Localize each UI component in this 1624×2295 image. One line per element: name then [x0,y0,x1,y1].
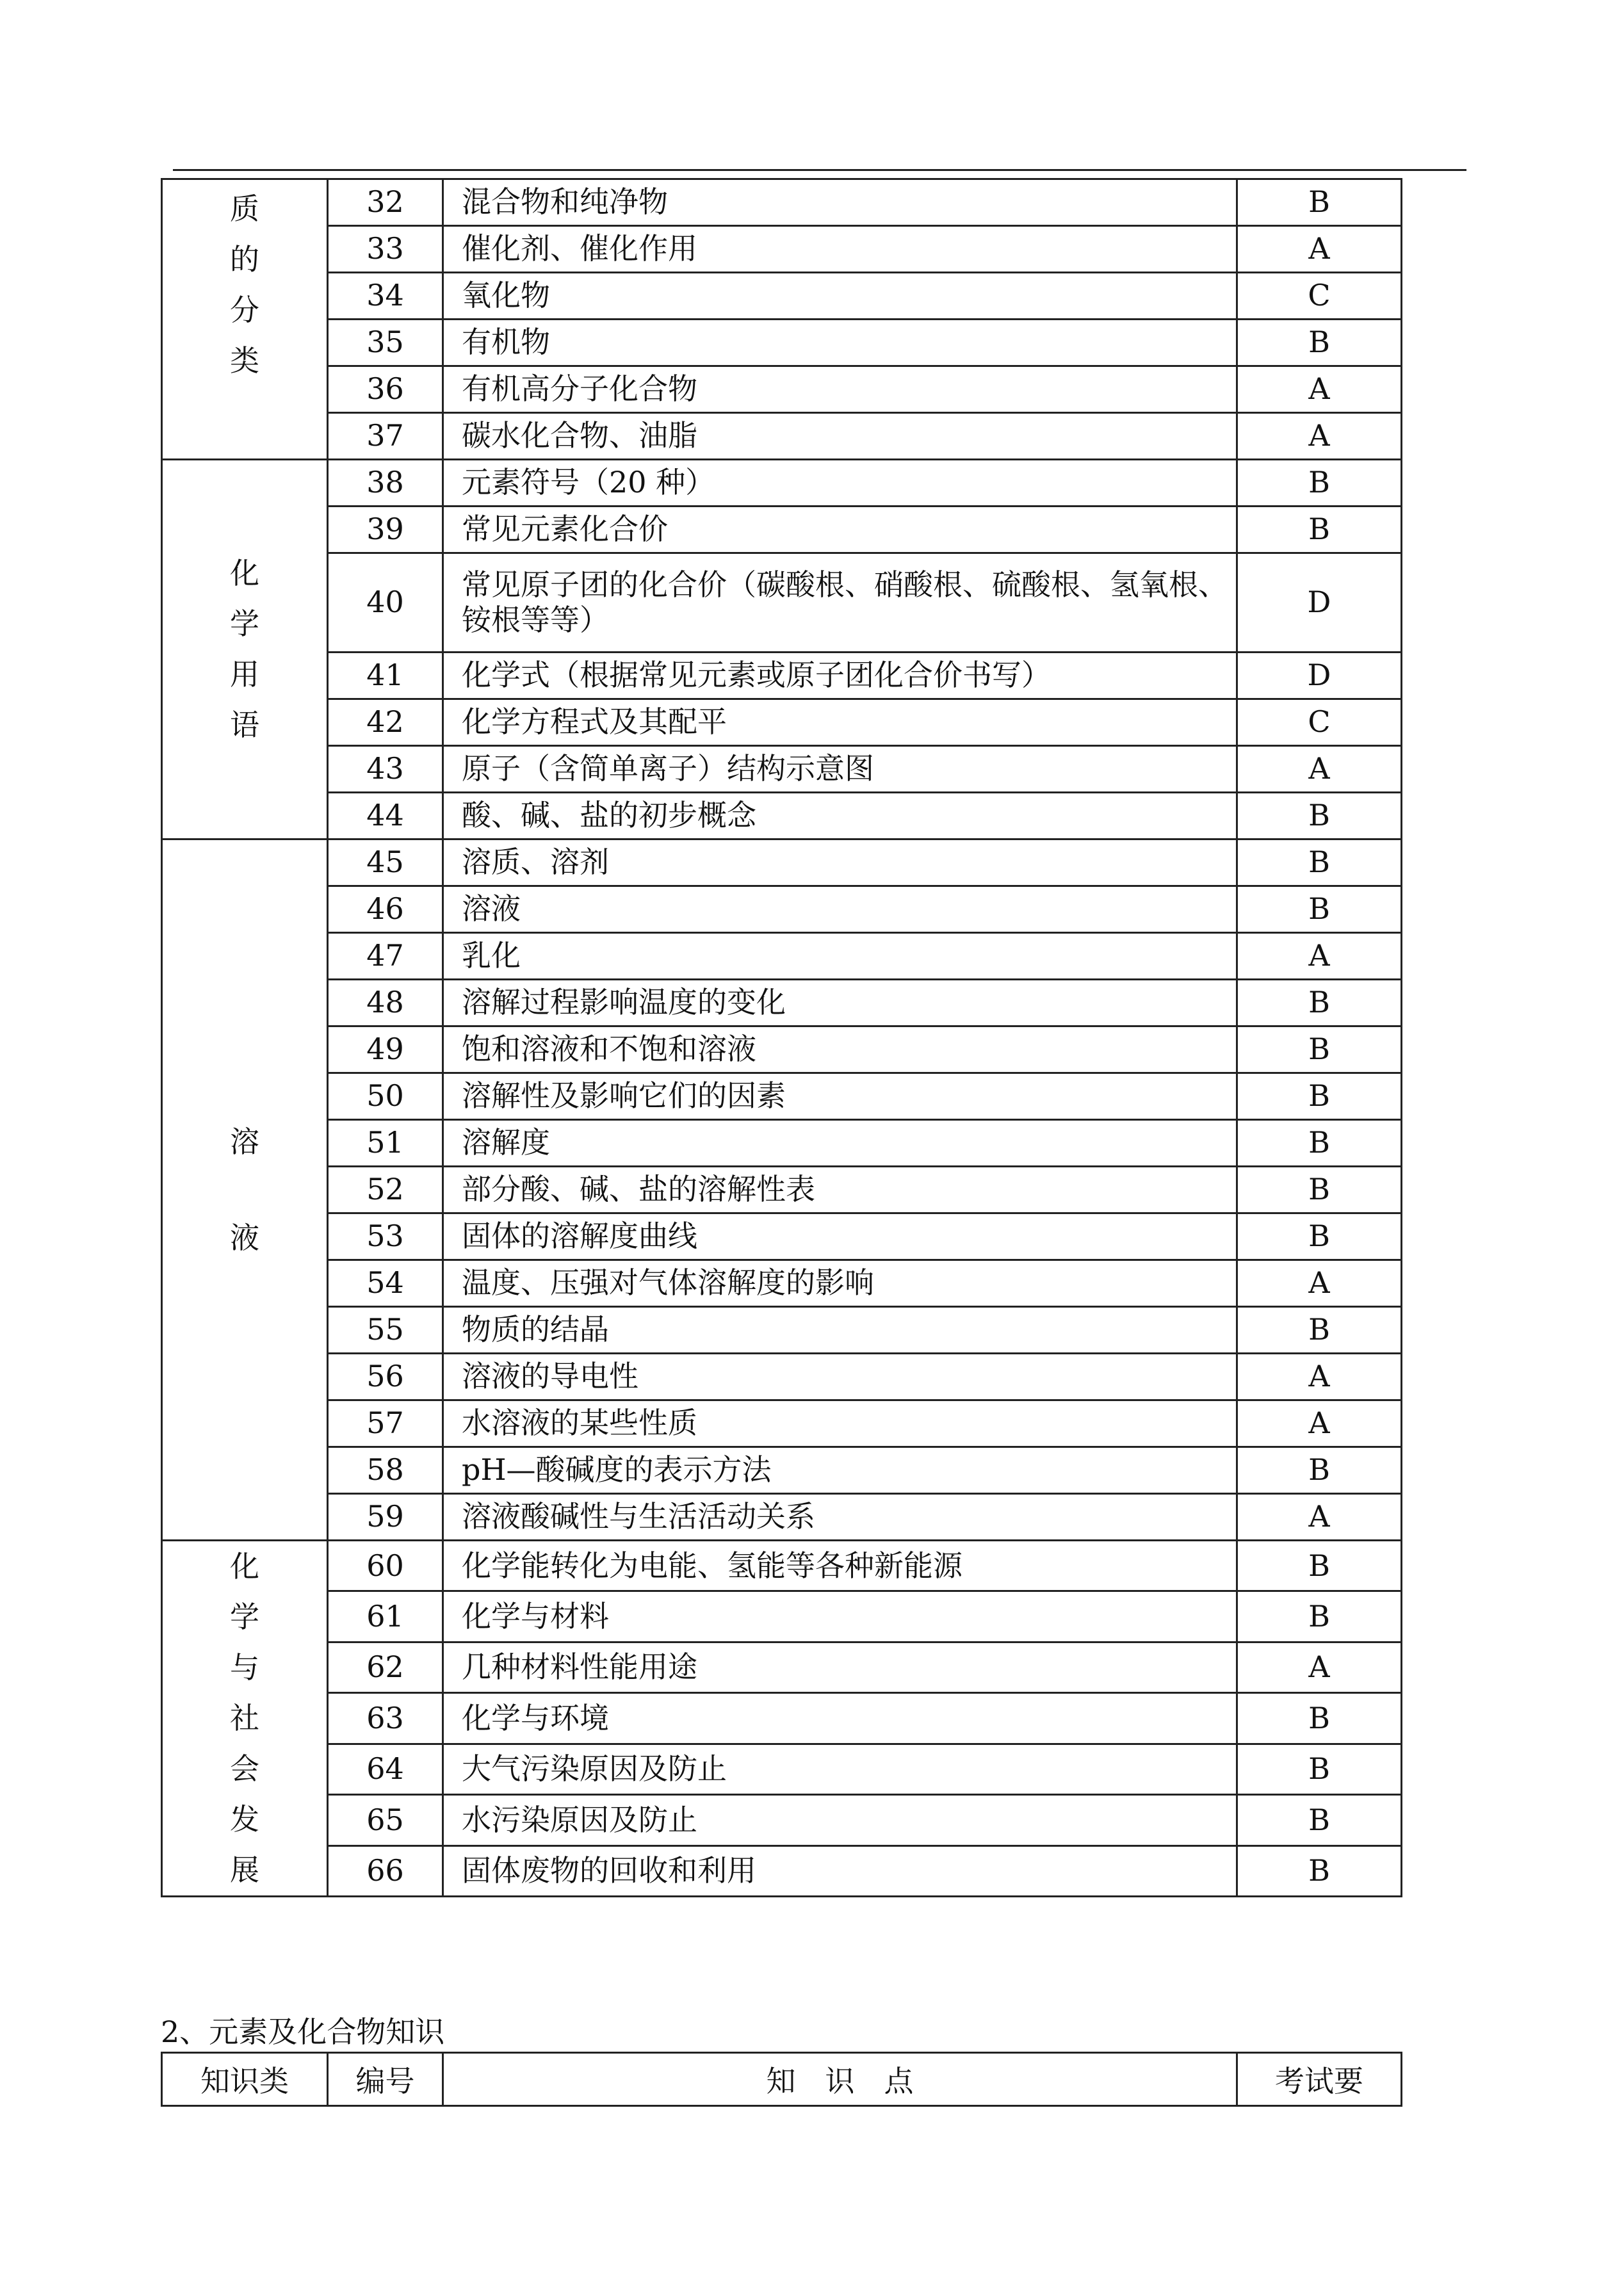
item-number: 62 [328,1642,443,1692]
item-number: 41 [328,653,443,699]
next-table-header [161,2052,1402,2107]
table-row [162,886,1402,933]
item-topic: 氧化物 [443,273,1237,320]
item-level: A [1237,1354,1402,1400]
item-level: A [1237,1494,1402,1541]
item-topic: 常见原子团的化合价（碳酸根、硝酸根、硫酸根、氢氧根、铵根等等） [443,553,1237,653]
item-topic: 固体的溶解度曲线 [443,1213,1237,1260]
item-topic: 化学与环境 [443,1693,1237,1744]
item-topic: 化学能转化为电能、氢能等各种新能源 [443,1541,1237,1591]
table-row [162,1400,1402,1447]
item-topic: 固体废物的回收和利用 [443,1845,1237,1896]
table-row [162,1026,1402,1073]
item-topic: 水溶液的某些性质 [443,1400,1237,1447]
item-level: A [1237,1642,1402,1692]
table-row [162,226,1402,273]
item-topic: 有机物 [443,320,1237,366]
item-topic: 催化剂、催化作用 [443,226,1237,273]
item-level: B [1237,1447,1402,1494]
table-row [162,746,1402,793]
item-level: A [1237,933,1402,980]
item-level: B [1237,793,1402,839]
table-row [162,1541,1402,1591]
item-topic: 大气污染原因及防止 [443,1744,1237,1794]
item-topic: 饱和溶液和不饱和溶液 [443,1026,1237,1073]
table-row [162,933,1402,980]
item-level: B [1237,1073,1402,1120]
item-number: 52 [328,1167,443,1213]
item-number: 40 [328,553,443,653]
item-number: 33 [328,226,443,273]
item-number: 54 [328,1260,443,1307]
table-row [162,1073,1402,1120]
item-level: B [1237,1845,1402,1896]
table-row [162,1693,1402,1744]
item-number: 46 [328,886,443,933]
item-level: B [1237,1167,1402,1213]
item-level: B [1237,1026,1402,1073]
header-requirement: 考试要 [1237,2053,1402,2106]
item-topic: 几种材料性能用途 [443,1642,1237,1692]
section-title: 2、元素及化合物知识 [161,2015,445,2049]
item-number: 48 [328,980,443,1026]
item-topic: 原子（含简单离子）结构示意图 [443,746,1237,793]
table-row [162,1260,1402,1307]
item-topic: 酸、碱、盐的初步概念 [443,793,1237,839]
item-level: B [1237,886,1402,933]
item-number: 63 [328,1693,443,1744]
item-topic: 溶解度 [443,1120,1237,1167]
category-cell: 化 学 与 社 会 发 展 [162,1541,328,1897]
item-level: B [1237,1693,1402,1744]
item-number: 43 [328,746,443,793]
item-topic: 溶液 [443,886,1237,933]
table-row [162,1354,1402,1400]
item-number: 38 [328,460,443,507]
table-row [162,413,1402,460]
item-topic: 碳水化合物、油脂 [443,413,1237,460]
item-number: 45 [328,839,443,886]
table-row [162,273,1402,320]
item-level: A [1237,746,1402,793]
table-row [162,1120,1402,1167]
item-number: 42 [328,699,443,746]
item-level: B [1237,1744,1402,1794]
item-level: D [1237,653,1402,699]
item-number: 65 [328,1795,443,1845]
item-number: 51 [328,1120,443,1167]
item-level: B [1237,460,1402,507]
item-topic: 溶液的导电性 [443,1354,1237,1400]
item-topic: 有机高分子化合物 [443,366,1237,413]
item-number: 49 [328,1026,443,1073]
table-row [162,553,1402,653]
table-row [162,366,1402,413]
item-level: C [1237,699,1402,746]
table-row [162,320,1402,366]
table-row [162,1591,1402,1642]
item-number: 50 [328,1073,443,1120]
item-topic: 部分酸、碱、盐的溶解性表 [443,1167,1237,1213]
item-topic: 物质的结晶 [443,1307,1237,1354]
item-topic: 化学与材料 [443,1591,1237,1642]
table-row [162,793,1402,839]
item-topic: pH—酸碱度的表示方法 [443,1447,1237,1494]
header-number: 编号 [328,2053,443,2106]
item-level: A [1237,1400,1402,1447]
item-level: A [1237,226,1402,273]
knowledge-table [161,178,1402,1897]
table-row [162,1744,1402,1794]
table-row [162,653,1402,699]
item-number: 37 [328,413,443,460]
item-number: 53 [328,1213,443,1260]
item-number: 36 [328,366,443,413]
table-row [162,980,1402,1026]
item-topic: 溶质、溶剂 [443,839,1237,886]
item-topic: 溶解过程影响温度的变化 [443,980,1237,1026]
item-level: A [1237,1260,1402,1307]
table-row [162,699,1402,746]
item-topic: 混合物和纯净物 [443,179,1237,226]
item-number: 66 [328,1845,443,1896]
item-number: 61 [328,1591,443,1642]
table-row [162,460,1402,507]
item-level: B [1237,839,1402,886]
item-number: 34 [328,273,443,320]
item-level: B [1237,1120,1402,1167]
item-level: B [1237,1591,1402,1642]
category-cell: 质 的 分 类 [162,179,328,460]
item-level: A [1237,413,1402,460]
item-number: 56 [328,1354,443,1400]
table-row [162,1307,1402,1354]
item-topic: 温度、压强对气体溶解度的影响 [443,1260,1237,1307]
item-topic: 常见元素化合价 [443,507,1237,553]
item-topic: 化学式（根据常见元素或原子团化合价书写） [443,653,1237,699]
item-number: 60 [328,1541,443,1591]
category-cell: 溶 液 [162,839,328,1541]
item-topic: 水污染原因及防止 [443,1795,1237,1845]
item-number: 64 [328,1744,443,1794]
item-number: 57 [328,1400,443,1447]
header-point: 知 识 点 [443,2053,1237,2106]
item-level: B [1237,1541,1402,1591]
header-row [162,2053,1402,2106]
item-topic: 化学方程式及其配平 [443,699,1237,746]
item-number: 39 [328,507,443,553]
item-level: B [1237,1795,1402,1845]
item-level: D [1237,553,1402,653]
item-level: C [1237,273,1402,320]
item-number: 35 [328,320,443,366]
header-category: 知识类 [162,2053,328,2106]
item-level: B [1237,1213,1402,1260]
item-number: 32 [328,179,443,226]
table-row [162,1494,1402,1541]
item-number: 44 [328,793,443,839]
table-row [162,507,1402,553]
table-row [162,1795,1402,1845]
item-level: B [1237,980,1402,1026]
table-row [162,1642,1402,1692]
table-row [162,179,1402,226]
table-row [162,1845,1402,1896]
item-level: B [1237,507,1402,553]
table-row [162,1167,1402,1213]
item-level: A [1237,366,1402,413]
item-topic: 元素符号（20 种） [443,460,1237,507]
item-topic: 乳化 [443,933,1237,980]
item-number: 58 [328,1447,443,1494]
item-number: 47 [328,933,443,980]
table-row [162,839,1402,886]
table-row [162,1213,1402,1260]
header-rule [173,169,1466,171]
item-topic: 溶解性及影响它们的因素 [443,1073,1237,1120]
item-level: B [1237,320,1402,366]
category-cell: 化 学 用 语 [162,460,328,839]
item-level: B [1237,1307,1402,1354]
item-number: 59 [328,1494,443,1541]
item-level: B [1237,179,1402,226]
table-row [162,1447,1402,1494]
item-topic: 溶液酸碱性与生活活动关系 [443,1494,1237,1541]
item-number: 55 [328,1307,443,1354]
